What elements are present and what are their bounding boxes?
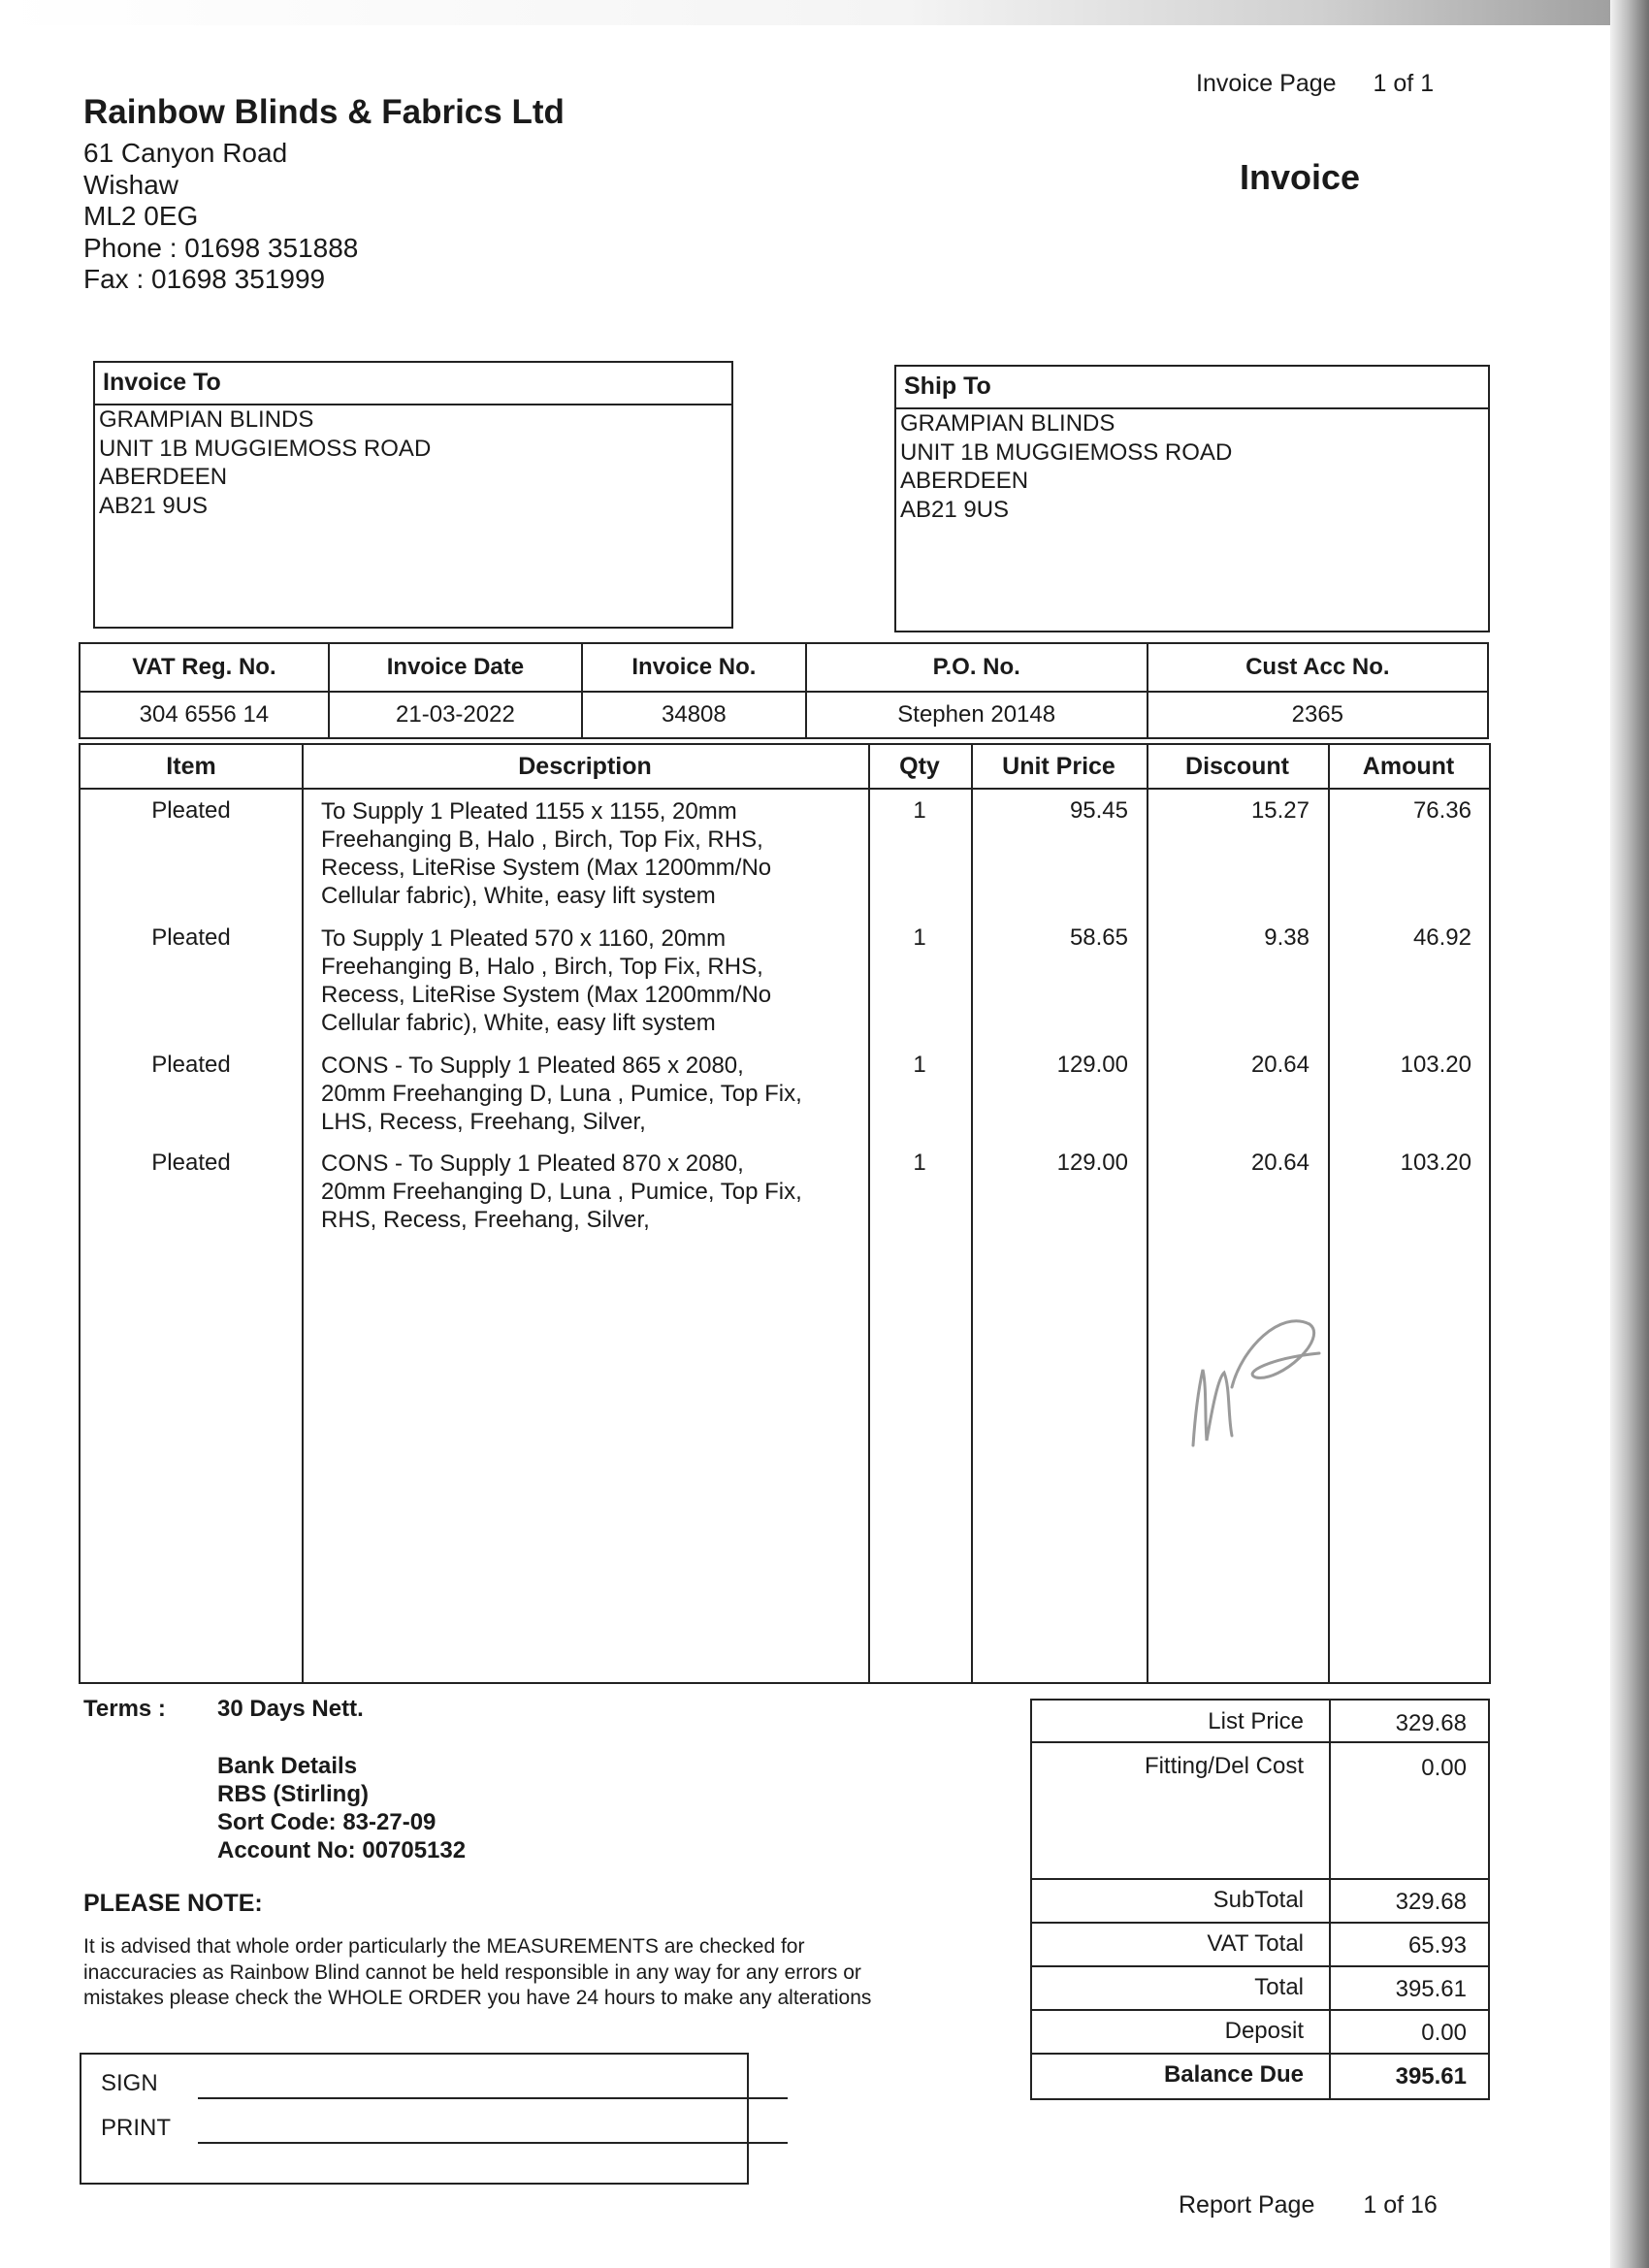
unit-price-cell: 129.00	[1056, 1150, 1128, 1176]
invoice-no-value: 34808	[582, 692, 806, 738]
column-divider	[302, 745, 304, 1682]
unit-price-cell: 95.45	[1069, 797, 1128, 824]
address-line: ABERDEEN	[99, 464, 228, 490]
total-value: 395.61	[1395, 1976, 1467, 2002]
item-cell: Pleated	[151, 797, 231, 824]
invoice-to-box	[93, 361, 733, 629]
description-line: RHS, Recess, Freehang, Silver,	[321, 1207, 650, 1233]
header-divider	[81, 788, 1489, 790]
invoice-date-value: 21-03-2022	[329, 692, 582, 738]
company-address-line: ML2 0EG	[83, 201, 199, 231]
cust-acc-header: Cust Acc No.	[1148, 643, 1488, 692]
invoice-meta-table	[79, 642, 1489, 739]
qty-cell: 1	[913, 1052, 926, 1078]
report-page-label: Report Page	[1179, 2191, 1315, 2219]
invoice-no-header: Invoice No.	[582, 643, 806, 692]
qty-column-header: Qty	[899, 753, 940, 780]
company-address	[83, 138, 358, 296]
vat-reg-header: VAT Reg. No.	[80, 643, 329, 692]
note-line: It is advised that whole order particularly the MEASUREMENTS are checked for	[83, 1935, 805, 1958]
terms-value: 30 Days Nett.	[217, 1696, 364, 1722]
company-name: Rainbow Blinds & Fabrics Ltd	[83, 93, 565, 131]
description-cell	[321, 924, 864, 1037]
discount-column-header: Discount	[1185, 753, 1289, 780]
discount-cell: 15.27	[1250, 797, 1310, 824]
description-cell	[321, 797, 864, 910]
company-fax: Fax : 01698 351999	[83, 264, 326, 294]
cust-acc-value: 2365	[1148, 692, 1488, 738]
description-line: Cellular fabric), White, easy lift system	[321, 883, 716, 909]
scan-right-edge	[1610, 0, 1649, 2268]
amount-cell: 103.20	[1400, 1052, 1471, 1078]
ship-to-box	[894, 365, 1490, 632]
invoice-page-indicator	[1196, 70, 1434, 98]
item-cell: Pleated	[151, 1052, 231, 1078]
report-page-value: 1 of 16	[1363, 2191, 1438, 2219]
signature-box	[80, 2053, 749, 2185]
bank-details-heading: Bank Details	[217, 1753, 358, 1779]
report-page-indicator	[1179, 2191, 1438, 2219]
description-line: Cellular fabric), White, easy lift system	[321, 1010, 716, 1036]
amount-cell: 76.36	[1412, 797, 1471, 824]
unit-price-cell: 58.65	[1069, 924, 1128, 951]
description-line: CONS - To Supply 1 Pleated 870 x 2080,	[321, 1150, 744, 1177]
company-address-line: 61 Canyon Road	[83, 138, 288, 168]
scan-top-edge	[0, 0, 1649, 25]
totals-row-divider	[1032, 1878, 1488, 1880]
column-divider	[971, 745, 973, 1682]
qty-cell: 1	[913, 1150, 926, 1176]
terms-label: Terms :	[83, 1696, 166, 1722]
description-line: 20mm Freehanging D, Luna , Pumice, Top Fix,	[321, 1081, 802, 1107]
handwritten-initials-mark	[1174, 1280, 1348, 1474]
address-line: AB21 9US	[900, 496, 1010, 523]
totals-row-divider	[1032, 2053, 1488, 2055]
qty-cell: 1	[913, 797, 926, 824]
description-column-header: Description	[518, 753, 652, 780]
description-line: Freehanging B, Halo , Birch, Top Fix, RHS,	[321, 954, 763, 980]
deposit-label: Deposit	[1224, 2018, 1304, 2044]
bank-details	[217, 1752, 466, 1864]
description-line: Recess, LiteRise System (Max 1200mm/No	[321, 982, 772, 1008]
fitting-del-cost-value: 0.00	[1421, 1755, 1467, 1781]
column-divider	[868, 745, 870, 1682]
note-line: mistakes please check the WHOLE ORDER you have 24 hours to make any alterations	[83, 1987, 872, 2009]
subtotal-value: 329.68	[1395, 1889, 1467, 1915]
total-label: Total	[1254, 1974, 1304, 2000]
unit-price-column-header: Unit Price	[1002, 753, 1116, 780]
meta-value-row	[80, 692, 1488, 738]
amount-cell: 103.20	[1400, 1150, 1471, 1176]
invoice-to-address	[95, 405, 731, 520]
description-cell	[321, 1150, 864, 1234]
ship-to-heading: Ship To	[896, 367, 1488, 409]
note-text	[83, 1934, 1005, 2012]
fitting-del-cost-label: Fitting/Del Cost	[1144, 1753, 1304, 1779]
vat-total-value: 65.93	[1407, 1932, 1467, 1959]
print-line[interactable]	[198, 2142, 788, 2144]
invoice-to-heading: Invoice To	[95, 363, 731, 405]
invoice-page-label: Invoice Page	[1196, 70, 1337, 97]
item-column-header: Item	[166, 753, 216, 780]
account-number: Account No: 00705132	[217, 1837, 467, 1863]
discount-cell: 20.64	[1250, 1150, 1310, 1176]
unit-price-cell: 129.00	[1056, 1052, 1128, 1078]
balance-due-label: Balance Due	[1163, 2061, 1304, 2088]
totals-divider	[1329, 1701, 1331, 2098]
description-line: LHS, Recess, Freehang, Silver,	[321, 1109, 646, 1135]
meta-header-row	[80, 643, 1488, 692]
description-line: Freehanging B, Halo , Birch, Top Fix, RHS,	[321, 826, 763, 853]
address-line: UNIT 1B MUGGIEMOSS ROAD	[99, 435, 432, 462]
address-line: AB21 9US	[99, 492, 209, 519]
invoice-date-header: Invoice Date	[329, 643, 582, 692]
invoice-page-value: 1 of 1	[1373, 70, 1435, 97]
address-line: GRAMPIAN BLINDS	[900, 410, 1116, 437]
bank-name: RBS (Stirling)	[217, 1781, 369, 1807]
description-cell	[321, 1052, 864, 1136]
line-items-table	[79, 743, 1491, 1684]
ship-to-address	[896, 409, 1488, 524]
description-line: To Supply 1 Pleated 1155 x 1155, 20mm	[321, 798, 737, 825]
note-title: PLEASE NOTE:	[83, 1890, 263, 1917]
address-line: UNIT 1B MUGGIEMOSS ROAD	[900, 438, 1233, 466]
company-address-line: Wishaw	[83, 169, 179, 200]
note-line: inaccuracies as Rainbow Blind cannot be held responsible in any way for any errors or	[83, 1960, 861, 1984]
sort-code: Sort Code: 83-27-09	[217, 1809, 436, 1835]
amount-column-header: Amount	[1362, 753, 1455, 780]
description-line: To Supply 1 Pleated 570 x 1160, 20mm	[321, 925, 727, 952]
item-cell: Pleated	[151, 924, 231, 951]
description-line: CONS - To Supply 1 Pleated 865 x 2080,	[321, 1053, 744, 1079]
list-price-value: 329.68	[1395, 1710, 1467, 1736]
balance-due-value: 395.61	[1395, 2063, 1467, 2090]
address-line: GRAMPIAN BLINDS	[99, 406, 314, 433]
deposit-value: 0.00	[1421, 2020, 1467, 2046]
company-phone: Phone : 01698 351888	[83, 232, 359, 263]
sign-line[interactable]	[198, 2097, 788, 2099]
list-price-label: List Price	[1208, 1708, 1304, 1734]
totals-row-divider	[1032, 1741, 1488, 1743]
vat-total-label: VAT Total	[1207, 1930, 1304, 1957]
subtotal-label: SubTotal	[1212, 1887, 1304, 1913]
description-line: Recess, LiteRise System (Max 1200mm/No	[321, 855, 772, 881]
amount-cell: 46.92	[1412, 924, 1471, 951]
totals-row-divider	[1032, 1922, 1488, 1924]
item-cell: Pleated	[151, 1150, 231, 1176]
totals-row-divider	[1032, 1965, 1488, 1967]
sign-label: SIGN	[101, 2070, 158, 2096]
discount-cell: 20.64	[1250, 1052, 1310, 1078]
qty-cell: 1	[913, 924, 926, 951]
totals-box	[1030, 1699, 1490, 2100]
discount-cell: 9.38	[1264, 924, 1310, 951]
column-divider	[1328, 745, 1330, 1682]
po-no-value: Stephen 20148	[806, 692, 1148, 738]
description-line: 20mm Freehanging D, Luna , Pumice, Top Fix,	[321, 1179, 802, 1205]
document-title: Invoice	[1240, 157, 1361, 197]
po-no-header: P.O. No.	[806, 643, 1148, 692]
address-line: ABERDEEN	[900, 468, 1029, 494]
print-label: PRINT	[101, 2115, 171, 2141]
column-divider	[1147, 745, 1148, 1682]
vat-reg-value: 304 6556 14	[80, 692, 329, 738]
totals-row-divider	[1032, 2009, 1488, 2011]
